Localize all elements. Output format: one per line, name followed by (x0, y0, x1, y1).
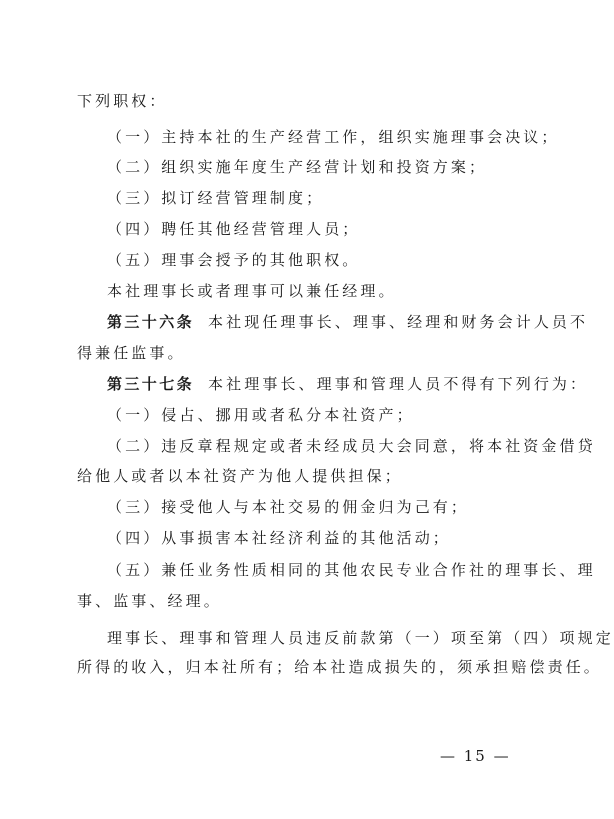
text-line: 给他人或者以本社资产为他人提供担保； (77, 467, 403, 485)
text-line: 事、监事、经理。 (77, 592, 222, 610)
article-37-heading: 第三十七条 (107, 375, 195, 393)
text-line: （四）从事损害本社经济利益的其他活动； (107, 529, 451, 547)
text-line: （一）主持本社的生产经营工作，组织实施理事会决议； (107, 128, 560, 146)
text-line: （三）接受他人与本社交易的佣金归为己有； (107, 498, 470, 516)
text-line: （二）组织实施年度生产经营计划和投资方案； (107, 158, 488, 176)
text-line: （二）违反章程规定或者未经成员大会同意，将本社资金借贷 (107, 437, 596, 455)
text-line: （五）理事会授予的其他职权。 (107, 251, 361, 269)
text-line: 本社理事长、理事和管理人员不得有下列行为： (208, 375, 589, 393)
text-line: （三）拟订经营管理制度； (107, 189, 325, 207)
article-37-paragraph (107, 374, 589, 394)
article-36-heading: 第三十六条 (107, 313, 195, 331)
page-number: — 15 — (440, 747, 511, 765)
text-line: 本社现任理事长、理事、经理和财务会计人员不 (208, 313, 589, 331)
text-line: （一）侵占、挪用或者私分本社资产； (107, 406, 415, 424)
text-line: （四）聘任其他经营管理人员； (107, 220, 361, 238)
text-line: （五）兼任业务性质相同的其他农民专业合作社的理事长、理 (107, 561, 596, 579)
text-line: 所得的收入，归本社所有；给本社造成损失的，须承担赔偿责任。 (77, 658, 602, 676)
text-line: 下列职权： (77, 92, 168, 110)
text-line: 本社理事长或者理事可以兼任经理。 (107, 282, 397, 300)
text-line: 得兼任监事。 (77, 344, 186, 362)
text-line: 理事长、理事和管理人员违反前款第（一）项至第（四）项规定 (107, 629, 614, 647)
article-36-paragraph (107, 312, 589, 332)
